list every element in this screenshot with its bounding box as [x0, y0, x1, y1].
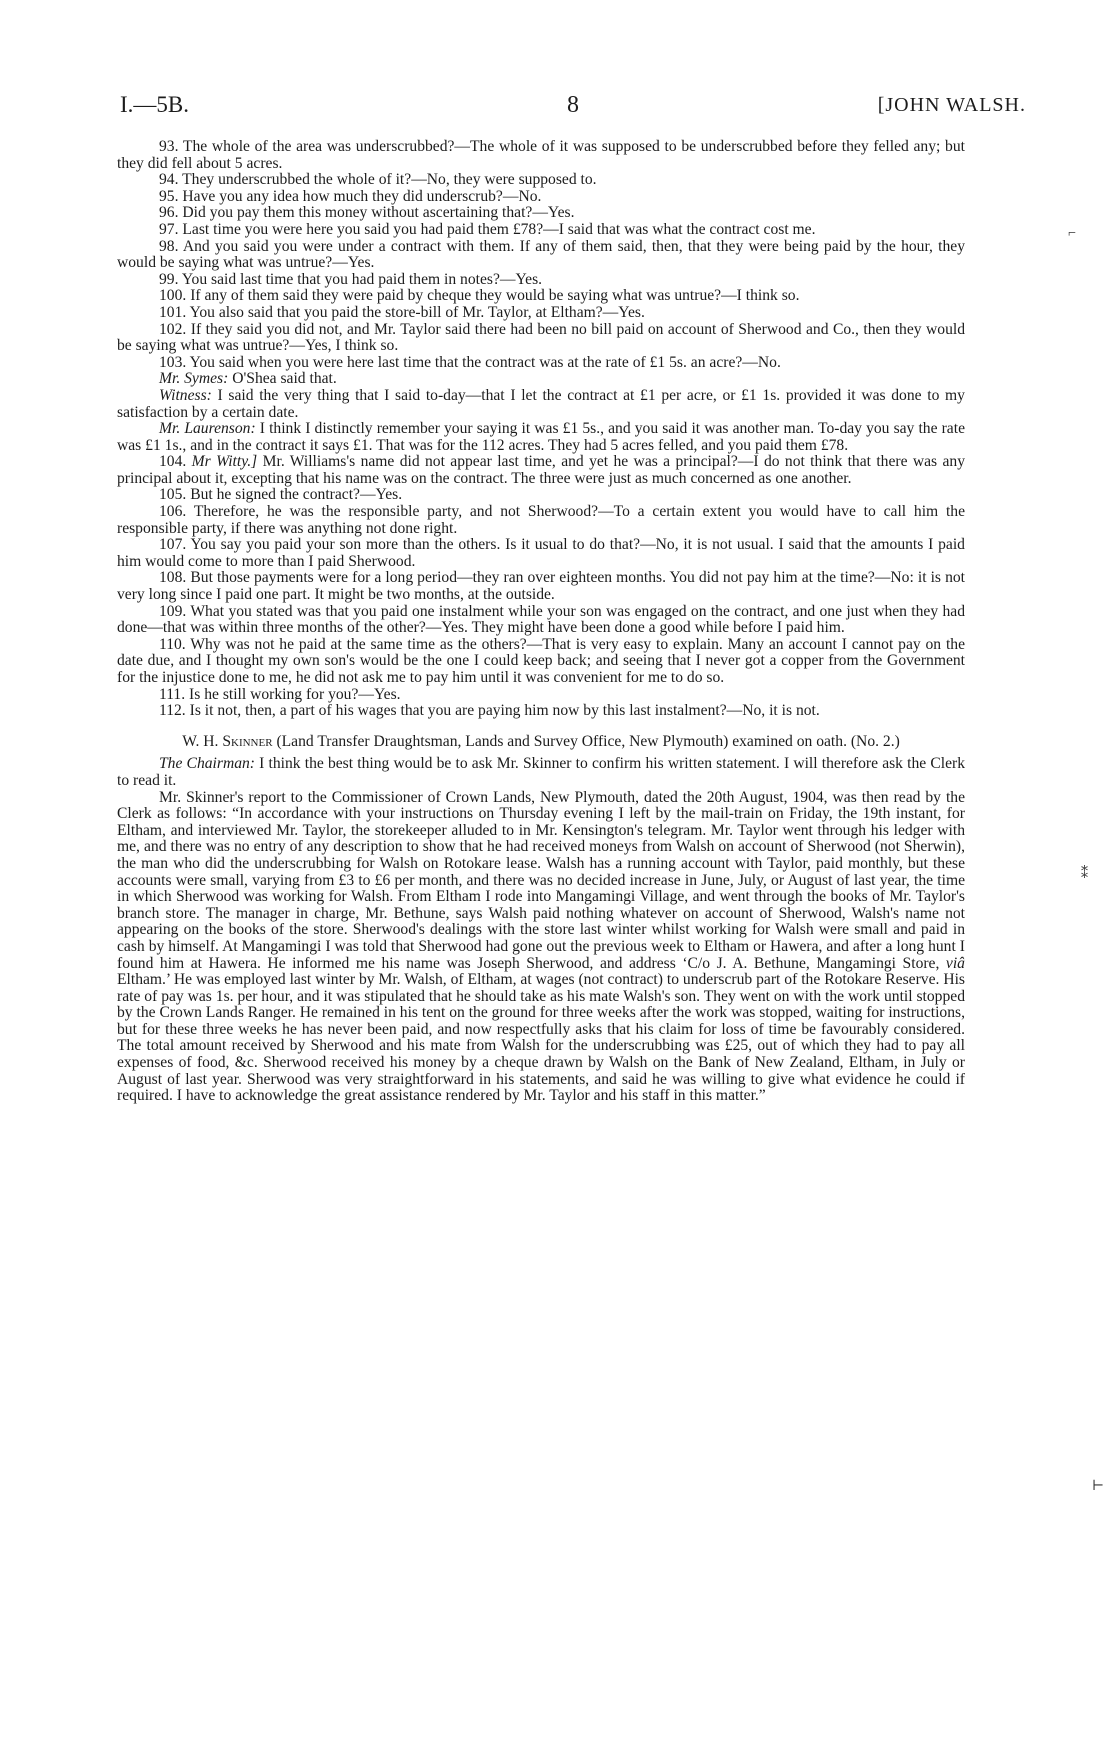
question-97	[117, 222, 965, 239]
question-text: Why was not he paid at the same time as the others?—That is very easy to explain. Many an account I cannot pay on the date due, and I thought my own son's would be the one I could keep back; and seeing that I never got a copper from the Government for the injustice done to me, he did not ask me to pay him until it was convenient for me to do so.	[117, 635, 965, 686]
question-101	[117, 305, 965, 322]
question-number: 93.	[159, 138, 179, 155]
question-105	[117, 487, 965, 504]
speech-text: O'Shea said that.	[232, 370, 337, 388]
speaker-name: Mr Witty.]	[191, 453, 258, 471]
question-text: You said when you were here last time that the contract was at the rate of £1 5s. an acre?—No.	[189, 353, 781, 371]
question-103	[117, 355, 965, 372]
report-via: viâ	[945, 954, 965, 972]
question-95	[117, 189, 965, 206]
question-number: 97.	[159, 220, 179, 238]
question-number: 99.	[159, 270, 179, 288]
question-number: 105.	[159, 486, 187, 504]
question-number: 96.	[159, 204, 179, 222]
question-text: You said last time that you had paid them in notes?—Yes.	[181, 270, 543, 288]
speech-text: I think I distinctly remember your saying it was £1 5s., and you said it was another man. To-day you say the rate was £1 1s., and in the contract it says £1. That was for the 112 acres. They had 5 acres felled, and you paid them £78.	[117, 420, 965, 454]
speaker-name: Witness:	[159, 386, 212, 404]
question-104	[117, 454, 965, 487]
page-number: 8	[567, 92, 579, 118]
margin-mark: ⌐	[1068, 226, 1076, 241]
question-number: 112.	[159, 702, 186, 720]
question-106	[117, 504, 965, 537]
question-109	[117, 604, 965, 637]
question-text: Have you any idea how much they did underscrub?—No.	[182, 187, 542, 205]
question-number: 95.	[159, 187, 179, 205]
question-number: 110.	[159, 635, 186, 653]
question-number: 107.	[159, 536, 187, 554]
question-text: Therefore, he was the responsible party, and not Sherwood?—To a certain extent you would have to call him the responsible party, if there was anything not done right.	[117, 503, 965, 537]
report-text: Mr. Skinner's report to the Commissioner of Crown Lands, New Plymouth, dated the 20th August, 1904, was then read by the Clerk as follows: “In accordance with your instructions on Thursday evening I left by the mail-train on Friday, the 19th instant, for Eltham, and interviewed Mr. Taylor, the storekeeper alluded to in Mr. Kensington's telegram. Mr. Taylor went through his ledger with me, and there was no entry of any description to show that he had received moneys from Walsh on account of Sherwood (not Sherwin), the man who did the underscrubbing for Walsh on Rotokare lease. Walsh has a running account with Taylor, paid monthly, but these accounts were small, varying from £3 to £6 per month, and there was no decided increase in June, July, or August of last year, the time in which Sherwood was working for Walsh. From Eltham I rode into Mangamingi Village, and went through the books of Mr. Taylor's branch store. The manager in charge, Mr. Bethune, says Walsh paid nothing whatever on account of Sherwood, Walsh's name not appearing on the books of the store. Sherwood's dealings with the store last winter whilst working for Walsh were small and paid in cash by himself. At Mangamingi I was told that Sherwood had gone out the previous week to Eltham or Hawera, and after a long hunt I found him at Hawera. He informed me his name was Joseph Sherwood, and address ‘C/o J. A. Bethune, Mangamingi Store,	[117, 788, 965, 972]
question-text: You also said that you paid the store-bill of Mr. Taylor, at Eltham?—Yes.	[189, 303, 645, 321]
question-number: 104.	[159, 453, 187, 471]
question-number: 94.	[159, 171, 179, 189]
question-text: And you said you were under a contract with them. If any of them said, then, that they were being paid by the hour, they would be saying what was untrue?—Yes.	[117, 237, 965, 272]
question-112	[117, 703, 965, 720]
question-text: Is it not, then, a part of his wages that you are paying him now by this last instalment?—No, it is not.	[189, 702, 820, 720]
speech-witness	[117, 388, 965, 421]
question-text: You say you paid your son more than the others. Is it usual to do that?—No, it is not usual. I said that the amounts I paid him would come to more than I paid Sherwood.	[117, 536, 965, 570]
skinner-report	[117, 790, 965, 1105]
question-text: They underscrubbed the whole of it?—No, they were supposed to.	[182, 171, 597, 189]
speech-chairman	[117, 756, 965, 789]
speaker-name: The Chairman:	[159, 755, 255, 773]
witness-name: W. H. Skinner	[182, 732, 273, 750]
report-text-continued: Eltham.’ He was employed last winter by Mr. Walsh, of Eltham, at wages (not contract) to underscrub part of the Rotokare Reserve. His rate of pay was 1s. per hour, and it was stipulated that he should take as his mate Walsh's son. They went on with the work until stopped by the Crown Lands Ranger. He remained in his tent on the ground for three weeks after the work was stopped, waiting for instructions, but for these three weeks he has never been paid, and now respectfully asks that his claim for loss of time be favourably considered. The total amount received by Sherwood and his mate from Walsh for the underscrubbing was £25, out of which they had to pay all expenses of food, &c. Sherwood received his money by a cheque drawn by Walsh on the Bank of New Zealand, Eltham, in July or August of last year. Sherwood was very straightforward in his statements, and said he was willing to give what evidence he could if required. I have to acknowledge the great assistance rendered by Mr. Taylor and his staff in this matter.”	[117, 971, 965, 1105]
question-text: If they said you did not, and Mr. Taylor said there had been no bill paid on account of Sherwood and Co., then they would be saying what was untrue?—Yes, I think so.	[117, 320, 966, 355]
question-number: 100.	[159, 287, 187, 305]
question-text: The whole of the area was underscrubbed?—The whole of it was supposed to be underscrubbed before they felled any; but they did fell about 5 acres.	[117, 138, 965, 172]
question-94	[117, 172, 965, 189]
question-text: But he signed the contract?—Yes.	[190, 486, 403, 504]
question-108	[117, 570, 965, 603]
speaker-name: Mr. Symes:	[159, 370, 229, 388]
question-text: Mr. Williams's name did not appear last time, and yet he was a principal?—I do not think that there was any principal about it, excepting that his name was on the contract. The three were just as much concerned as one another.	[117, 453, 965, 487]
question-text: What you stated was that you paid one instalment while your son was engaged on the contract, and one just when they had done—that was within three months of the other?—Yes. They might have been done a good while before I paid him.	[117, 602, 965, 637]
question-text: If any of them said they were paid by cheque they would be saying what was untrue?—I think so.	[190, 287, 800, 305]
witness-heading	[117, 734, 965, 751]
question-96	[117, 205, 965, 222]
question-99	[117, 272, 965, 289]
question-number: 102.	[159, 320, 187, 338]
question-number: 111.	[159, 685, 186, 703]
witness-description: (Land Transfer Draughtsman, Lands and Survey Office, New Plymouth) examined on oath. (No. 2.)	[276, 732, 900, 750]
speaker-name: Mr. Laurenson:	[159, 420, 256, 438]
question-93	[117, 139, 965, 172]
question-number: 101.	[159, 303, 187, 321]
question-text: Is he still working for you?—Yes.	[189, 685, 401, 703]
question-number: 109.	[159, 602, 187, 620]
question-text: Did you pay them this money without ascertaining that?—Yes.	[182, 204, 575, 222]
page-header	[120, 92, 1026, 128]
question-110	[117, 637, 965, 687]
margin-mark: ⊢	[1092, 1479, 1105, 1494]
question-number: 98.	[159, 237, 179, 255]
margin-mark: ⁑	[1081, 867, 1088, 882]
question-number: 103.	[159, 353, 187, 371]
question-102	[117, 322, 965, 355]
question-text: But those payments were for a long period—they ran over eighteen months. You did not pay him at the time?—No: it is not very long since I paid one part. It might be two months, at the outside.	[117, 569, 965, 604]
document-body	[117, 139, 965, 1105]
question-100	[117, 288, 965, 305]
speech-symes	[117, 371, 965, 388]
speech-text: I think the best thing would be to ask Mr. Skinner to confirm his written statement. I will therefore ask the Clerk to read it.	[117, 755, 966, 789]
question-text: Last time you were here you said you had paid them £78?—I said that was what the contract cost me.	[182, 220, 816, 238]
speech-text: I said the very thing that I said to-day—that I let the contract at £1 per acre, or £1 1s. provided it was done to my satisfaction by a certain date.	[117, 386, 965, 421]
question-111	[117, 687, 965, 704]
paper-reference: I.—5B.	[120, 92, 189, 117]
question-107	[117, 537, 965, 570]
question-number: 108.	[159, 569, 187, 587]
question-number: 106.	[159, 503, 187, 521]
speech-laurenson	[117, 421, 965, 454]
question-98	[117, 239, 965, 272]
witness-running-head: [JOHN WALSH.	[877, 94, 1026, 116]
